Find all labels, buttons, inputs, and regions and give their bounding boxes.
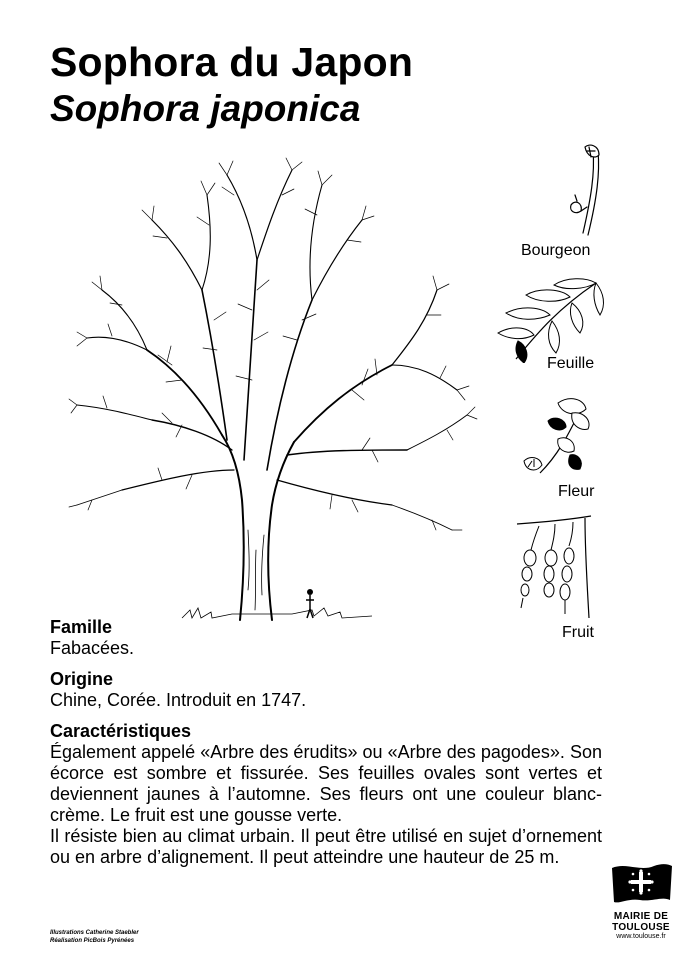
famille-text: Fabacées. [50,638,135,658]
caption-fruit: Fruit [562,624,594,641]
caracteristiques-paragraph-2: Il résiste bien au climat urbain. Il peut être utilisé en sujet d’ornement ou en arbre d’alignement. Il peut atteindre une hauteur de 25 m. [50,826,602,867]
famille-heading: Famille [50,617,113,637]
caption-fleur: Fleur [558,483,595,500]
credits [50,929,139,945]
caption-bourgeon: Bourgeon [521,242,591,259]
famille-section [50,617,602,659]
caracteristiques-section [50,721,602,868]
bud-illustration [555,143,605,238]
origine-text: Chine, Corée. Introduit en 1747. [50,690,307,710]
logo-website: www.toulouse.fr [616,933,666,940]
occitan-cross-flag-icon [606,862,676,906]
origine-heading: Origine [50,669,114,689]
tree-illustration [62,150,482,625]
logo-line-2: TOULOUSE [612,922,670,933]
credits-realisation: Réalisation PicBois Pyrénées [50,938,135,944]
leaf-illustration [496,275,608,363]
logo-line-1: MAIRIE DE [613,911,669,922]
caracteristiques-heading: Caractéristiques [50,721,192,741]
mairie-toulouse-logo [606,862,676,941]
credits-illustrations: Illustrations Catherine Staebler [50,930,139,936]
page-title: Sophora du Japon [50,39,414,85]
caption-feuille: Feuille [547,355,595,372]
fruit-illustration [515,512,593,622]
origine-section [50,669,602,711]
flower-illustration [518,395,596,480]
caracteristiques-paragraph-1: Également appelé «Arbre des érudits» ou «Arbre des pagodes». Son écorce est sombre et fissurée. Ses feuilles ovales sont vertes et deviennent jaunes à l’automne. Ses fleurs ont une couleur blanc-crème. Le fruit est une gousse verte. [50,742,602,825]
latin-name: Sophora japonica [50,88,361,129]
